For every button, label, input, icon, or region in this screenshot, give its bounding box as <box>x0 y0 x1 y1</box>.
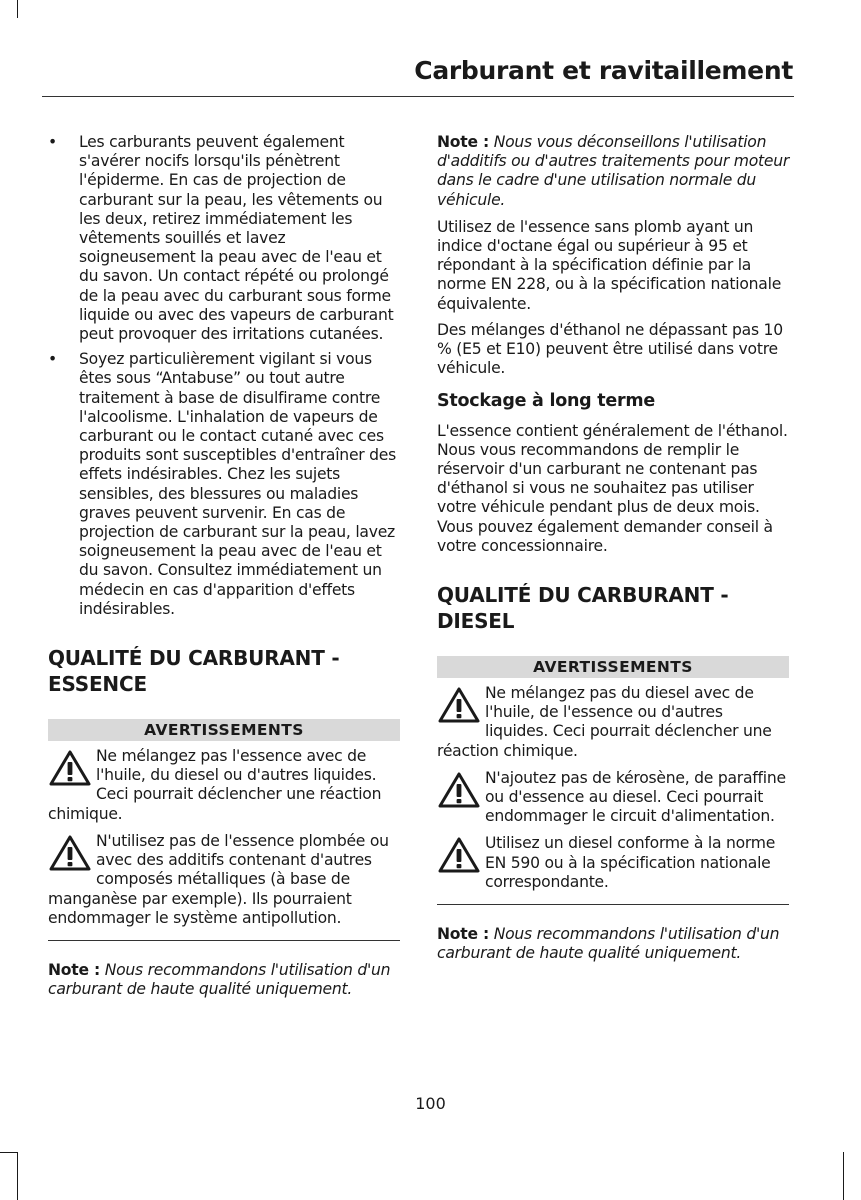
note-text: Nous recommandons l'utilisation d'un carburant de haute qualité uniquement. <box>48 960 391 999</box>
warning-item <box>437 769 789 827</box>
warning-text: Ne mélangez pas du diesel avec de l'huile, de l'essence ou d'autres liquides. Ceci pourrait déclencher une réaction chimique. <box>437 684 772 760</box>
right-column <box>437 133 789 972</box>
warning-triangle-icon <box>437 836 481 874</box>
note-label: Note : <box>48 960 100 979</box>
paragraph: L'essence contient généralement de l'éthanol. Nous vous recommandons de remplir le réservoir d'un carburant ne contenant pas d'éthanol si vous ne souhaitez pas utiliser votre véhicule pendant plus de deux mois. Vous pouvez également demander conseil à votre concessionnaire. <box>437 421 788 555</box>
warning-text: Ne mélangez pas l'essence avec de l'huile, du diesel ou d'autres liquides. Ceci pourrait déclencher une réaction chimique. <box>48 747 382 823</box>
note <box>437 925 789 963</box>
page-title: Carburant et ravitaillement <box>414 56 793 85</box>
crop-mark-bottom-right <box>843 1152 844 1200</box>
warnings-header: AVERTISSEMENTS <box>437 656 789 678</box>
left-column <box>48 133 400 1007</box>
crop-mark-bottom-left-h <box>0 1152 18 1153</box>
list-item <box>48 350 400 619</box>
note-label: Note : <box>437 925 489 944</box>
warnings-box <box>48 719 400 941</box>
warning-triangle-icon <box>437 771 481 809</box>
paragraph: Des mélanges d'éthanol ne dépassant pas 10 % (E5 et E10) peuvent être utilisé dans votre véhicule. <box>437 320 783 378</box>
warning-text: N'ajoutez pas de kérosène, de paraffine ou d'essence au diesel. Ceci pourrait endommager le circuit d'alimentation. <box>485 768 786 826</box>
warning-text: Utilisez un diesel conforme à la norme EN 590 ou à la spécification nationale correspondante. <box>485 834 776 891</box>
note-text: Nous recommandons l'utilisation d'un carburant de haute qualité uniquement. <box>437 925 780 963</box>
warning-triangle-icon <box>48 834 92 872</box>
warning-triangle-icon <box>48 749 92 787</box>
warning-text: N'utilisez pas de l'essence plombée ou avec des additifs contenant d'autres composés métalliques (à base de manganèse par exemple). Ils pourraient endommager le système antipollution. <box>48 831 389 927</box>
crop-mark-bottom-left <box>17 1152 18 1200</box>
bullet-text: Les carburants peuvent également s'avérer nocifs lorsqu'ils pénètrent l'épiderme. En cas de projection de carburant sur la peau, les vêtements ou les deux, retirez immédiatement les vêtements souillés et lavez soigneusement la peau avec de l'eau et du savon. Un contact répété ou prolongé de la peau avec du carburant sous forme liquide ou avec des vapeurs de carburant peut provoquer des irritations cutanées. <box>79 133 394 344</box>
warning-item <box>437 684 789 761</box>
warning-item <box>48 832 400 928</box>
bullet-list <box>48 133 400 619</box>
warning-item <box>437 834 789 892</box>
warning-item <box>48 747 400 824</box>
warnings-box <box>437 656 789 905</box>
bullet-symbol: • <box>48 133 57 151</box>
page-number: 100 <box>415 1094 446 1113</box>
sub-heading-storage: Stockage à long terme <box>437 391 656 412</box>
note-text: Nous vous déconseillons l'utilisation d'additifs ou d'autres traitements pour moteur dans le cadre d'une utilisation normale du véhicule. <box>437 133 789 209</box>
title-divider <box>42 96 794 97</box>
bullet-symbol: • <box>48 350 57 369</box>
paragraph: Utilisez de l'essence sans plomb ayant un indice d'octane égal ou supérieur à 95 et répondant à la spécification définie par la norme EN 228, ou à la spécification nationale équivalente. <box>437 217 782 313</box>
crop-mark-top-left <box>17 0 18 18</box>
section-heading-diesel: QUALITÉ DU CARBURANT - DIESEL <box>437 583 729 634</box>
section-heading-essence: QUALITÉ DU CARBURANT - ESSENCE <box>48 646 340 697</box>
note <box>48 961 400 999</box>
warning-triangle-icon <box>437 686 481 724</box>
warnings-header: AVERTISSEMENTS <box>48 719 400 741</box>
note <box>437 133 789 210</box>
list-item <box>48 133 400 344</box>
note-label: Note : <box>437 133 489 151</box>
bullet-text: Soyez particulièrement vigilant si vous êtes sous “Antabuse” ou tout autre traitement à base de disulfirame contre l'alcoolisme. L'inhalation de vapeurs de carburant ou le contact cutané avec ces produits sont susceptibles d'entraîner des effets indésirables. Chez les sujets sensibles, des blessures ou maladies graves peuvent survenir. En cas de projection de carburant sur la peau, lavez soigneusement la peau avec de l'eau et du savon. Consultez immédiatement un médecin en cas d'apparition d'effets indésirables. <box>79 350 397 618</box>
